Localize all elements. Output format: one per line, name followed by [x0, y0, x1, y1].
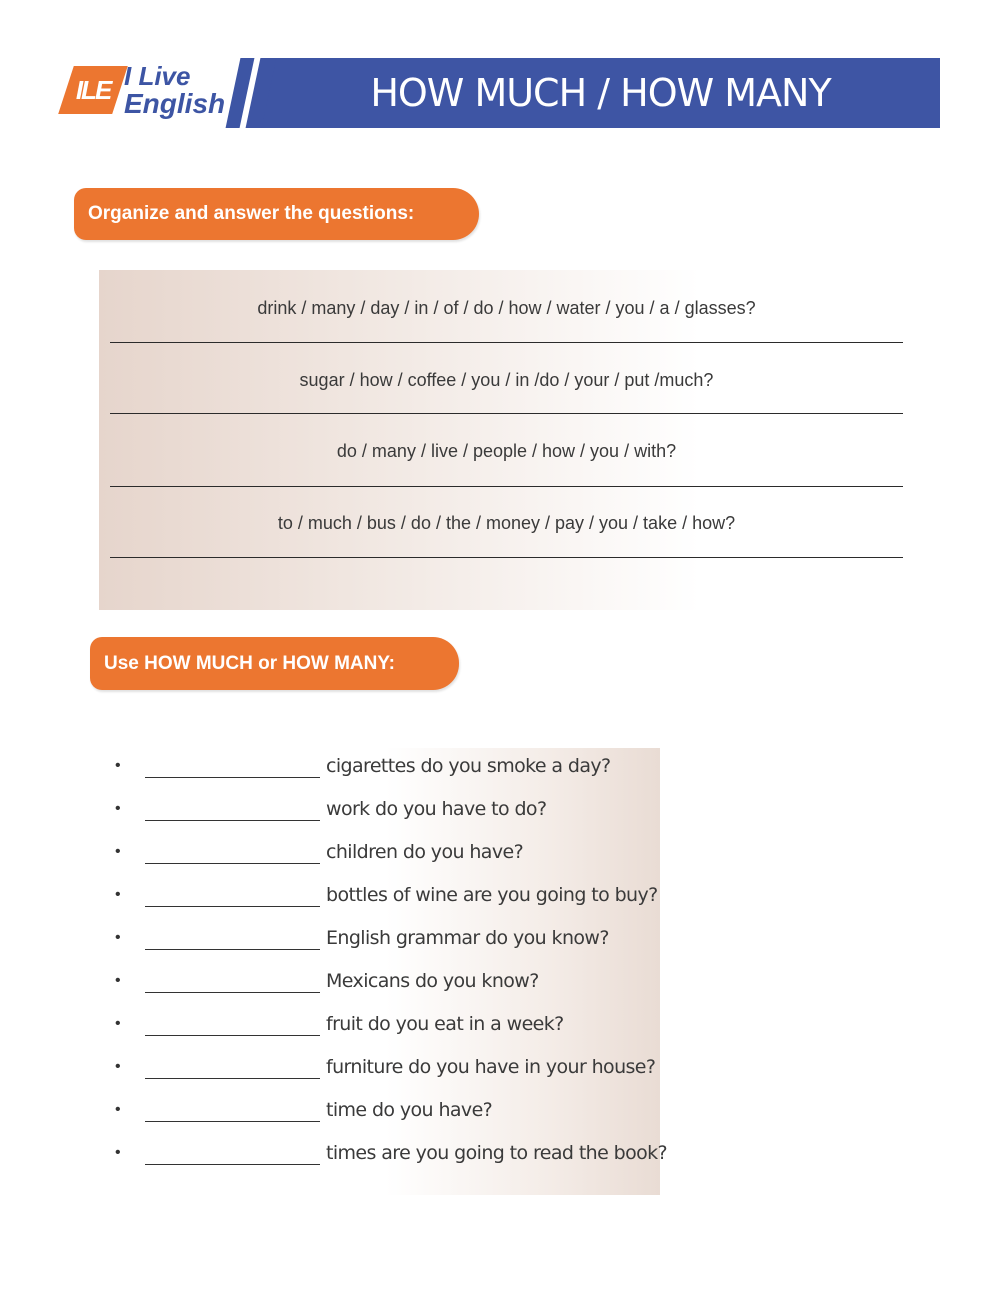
blank-line[interactable] [145, 949, 320, 950]
blank-line[interactable] [145, 1078, 320, 1079]
bullet: • [115, 843, 121, 860]
logo-text [124, 62, 225, 118]
list-item [115, 1056, 675, 1084]
answer-line-4[interactable] [110, 557, 903, 558]
page-title: HOW MUCH / HOW MANY [370, 71, 831, 115]
list-item [115, 798, 675, 826]
question-3: do / many / live / people / how / you / with? [336, 441, 677, 461]
blank-line[interactable] [145, 777, 320, 778]
list-item [115, 884, 675, 912]
blank-line[interactable] [145, 863, 320, 864]
blank-line[interactable] [145, 820, 320, 821]
list-item [115, 755, 675, 783]
page-title-bar [261, 58, 940, 128]
blank-line[interactable] [145, 992, 320, 993]
list-item-text: time do you have? [326, 1099, 493, 1121]
bullet: • [115, 1015, 121, 1032]
blank-line[interactable] [145, 906, 320, 907]
bullet: • [115, 1144, 121, 1161]
question-1: drink / many / day / in / of / do / how / water / you / a / glasses? [257, 298, 756, 318]
list-item-text: English grammar do you know? [326, 927, 609, 949]
blank-line[interactable] [145, 1121, 320, 1122]
list-item-text: work do you have to do? [326, 798, 547, 820]
list-item-text: times are you going to read the book? [326, 1142, 668, 1164]
bullet: • [115, 1058, 121, 1075]
answer-line-3[interactable] [110, 486, 903, 487]
list-item-text: cigarettes do you smoke a day? [326, 755, 611, 777]
blank-line[interactable] [145, 1035, 320, 1036]
list-item-text: bottles of wine are you going to buy? [326, 884, 658, 906]
bullet: • [115, 1101, 121, 1118]
section-1-panel [99, 270, 900, 610]
list-item [115, 927, 675, 955]
list-item-text: furniture do you have in your house? [326, 1056, 656, 1078]
list-item [115, 841, 675, 869]
blank-line[interactable] [145, 1164, 320, 1165]
logo-line-2: English [124, 88, 226, 119]
list-item [115, 1013, 675, 1041]
section-2-heading: Use HOW MUCH or HOW MANY: [90, 637, 459, 690]
bullet: • [115, 886, 121, 903]
list-item [115, 1142, 675, 1170]
section-1-heading: Organize and answer the questions: [74, 188, 479, 240]
list-item [115, 970, 675, 998]
list-item-text: Mexicans do you know? [326, 970, 539, 992]
list-item [115, 1099, 675, 1127]
list-item-text: children do you have? [326, 841, 524, 863]
bullet: • [115, 800, 121, 817]
bullet: • [115, 757, 121, 774]
bullet: • [115, 972, 121, 989]
bullet: • [115, 929, 121, 946]
answer-line-1[interactable] [110, 342, 903, 343]
logo-badge: ILE [58, 66, 128, 114]
answer-line-2[interactable] [110, 413, 903, 414]
question-4: to / much / bus / do / the / money / pay / you / take / how? [277, 513, 736, 533]
list-item-text: fruit do you eat in a week? [326, 1013, 564, 1035]
logo-line-1: I Live [124, 61, 191, 91]
question-2: sugar / how / coffee / you / in /do / your / put /much? [299, 370, 714, 390]
